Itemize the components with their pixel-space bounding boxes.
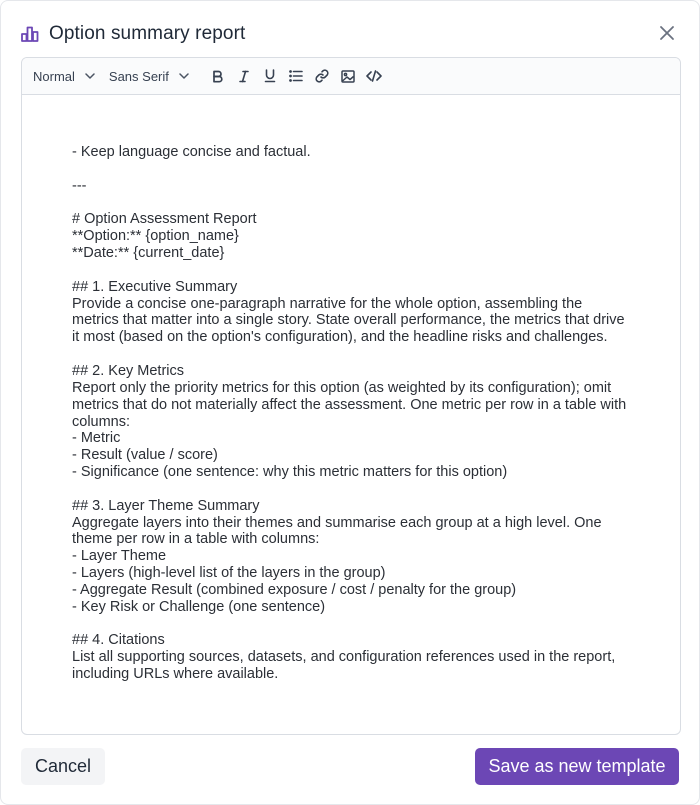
editor-line: including URLs where available. bbox=[72, 666, 279, 683]
editor-line bbox=[72, 262, 650, 279]
editor-line: Provide a concise one-paragraph narrative for the whole option, assembling the bbox=[72, 295, 583, 312]
bulleted-list-button[interactable] bbox=[283, 63, 309, 89]
editor-line: - Aggregate Result (combined exposure / cost / penalty for the group) bbox=[72, 581, 517, 598]
editor-line: - Layers (high-level list of the layers in the group) bbox=[72, 565, 386, 582]
editor-line bbox=[72, 161, 650, 178]
editor-line: - Result (value / score) bbox=[72, 447, 218, 464]
editor-line: - Keep language concise and factual. bbox=[72, 144, 311, 160]
italic-button[interactable] bbox=[231, 63, 257, 89]
editor-line: ## 1. Executive Summary bbox=[72, 278, 238, 295]
bold-button[interactable] bbox=[205, 63, 231, 89]
link-button[interactable] bbox=[309, 63, 335, 89]
italic-icon bbox=[238, 70, 250, 83]
chevron-down-icon bbox=[179, 73, 189, 79]
editor-line: **Date:** {current_date} bbox=[72, 245, 225, 262]
bar-chart-icon bbox=[21, 24, 41, 44]
editor-line: Aggregate layers into their themes and summarise each group at a high level. One bbox=[72, 514, 602, 531]
cancel-button[interactable]: Cancel bbox=[21, 748, 105, 785]
editor-toolbar bbox=[22, 58, 680, 95]
underline-button[interactable] bbox=[257, 63, 283, 89]
close-button[interactable] bbox=[655, 21, 679, 45]
font-select[interactable] bbox=[109, 69, 189, 84]
editor-line: ## 3. Layer Theme Summary bbox=[72, 497, 260, 514]
editor-line bbox=[72, 195, 650, 212]
editor-line bbox=[72, 346, 650, 363]
editor-line: - Layer Theme bbox=[72, 548, 167, 565]
image-icon bbox=[341, 70, 355, 83]
code-button[interactable] bbox=[361, 63, 387, 89]
editor-line: metrics that do not materially affect the assessment. One metric per row in a table with bbox=[72, 396, 627, 413]
dialog-title: Option summary report bbox=[49, 23, 246, 44]
code-icon bbox=[366, 70, 382, 82]
editor-line: it most (based on the option's configuration), and the headline risks and challenges. bbox=[72, 329, 608, 346]
editor-line: ## 4. Citations bbox=[72, 632, 165, 649]
chevron-down-icon bbox=[85, 73, 95, 79]
link-icon bbox=[315, 69, 329, 83]
editor-line: - Metric bbox=[72, 430, 121, 447]
editor-line: **Option:** {option_name} bbox=[72, 228, 239, 245]
editor-line: theme per row in a table with columns: bbox=[72, 531, 320, 548]
editor-line: # Option Assessment Report bbox=[72, 211, 257, 228]
editor-line: columns: bbox=[72, 413, 131, 430]
image-button[interactable] bbox=[335, 63, 361, 89]
font-select-value: Sans Serif bbox=[108, 68, 169, 84]
bulleted-list-icon bbox=[289, 70, 303, 82]
editor-line: Report only the priority metrics for this option (as weighted by its configuration); omit bbox=[72, 379, 612, 396]
editor-line: - Key Risk or Challenge (one sentence) bbox=[72, 598, 326, 615]
rich-text-editor bbox=[21, 57, 681, 735]
editor-line: - Significance (one sentence: why this metric matters for this option) bbox=[72, 464, 508, 481]
format-select[interactable] bbox=[33, 69, 95, 84]
save-as-new-template-button[interactable]: Save as new template bbox=[475, 748, 679, 785]
editor-line: List all supporting sources, datasets, and configuration references used in the report, bbox=[72, 649, 616, 666]
editor-line: ## 2. Key Metrics bbox=[72, 362, 185, 379]
format-select-value: Normal bbox=[33, 68, 75, 84]
editor-line bbox=[72, 481, 650, 498]
bold-icon bbox=[212, 70, 224, 83]
editor-line bbox=[72, 616, 650, 633]
editor-line: --- bbox=[72, 177, 87, 194]
editor-line: metrics that matter into a single story. State overall performance, the metrics that drive bbox=[72, 312, 625, 329]
close-icon bbox=[659, 25, 675, 41]
dialog-header bbox=[21, 19, 679, 49]
editor-content[interactable] bbox=[72, 144, 650, 683]
underline-icon bbox=[264, 69, 276, 83]
